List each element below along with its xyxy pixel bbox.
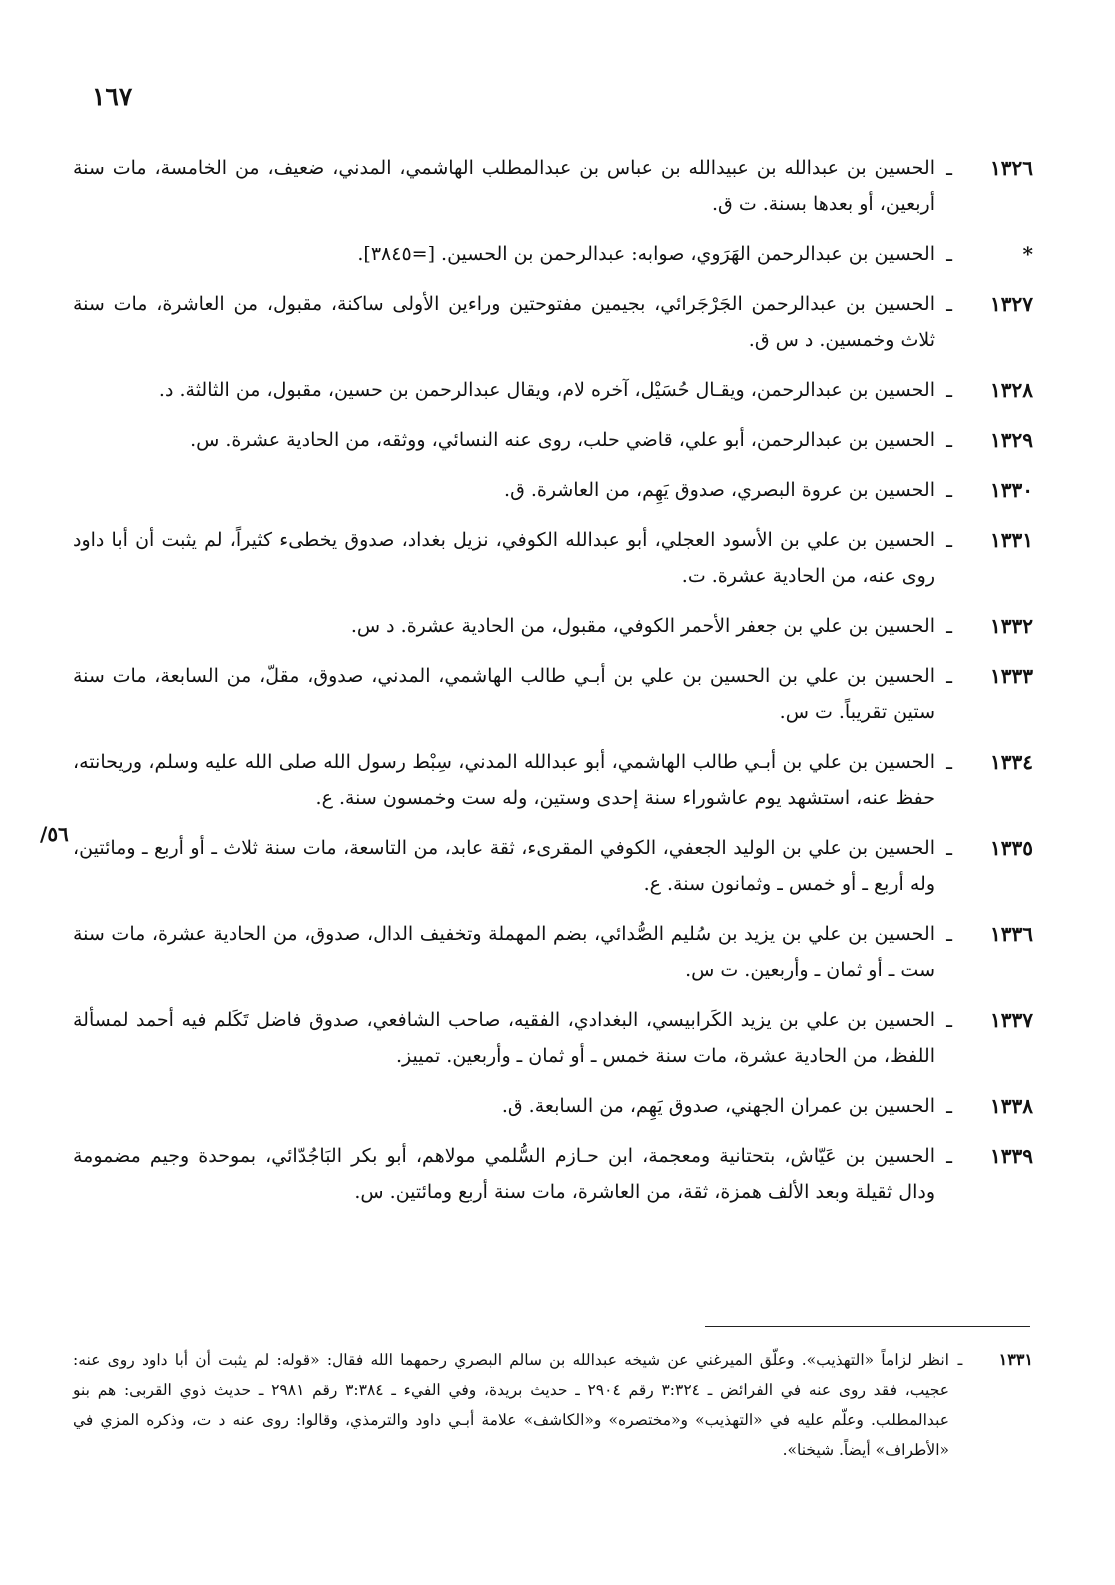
entry-dash: ـ — [946, 428, 952, 452]
entry-text: الحسين بن عروة البصري، صدوق يَهِم، من العاشرة. ق. — [504, 479, 935, 501]
entry-text: الحسين بن علي بن أبـي طالب الهاشمي، أبو عبدالله المدني، سِبْط رسول الله صلى الله عليه وسلم، وريحانته، حفظ عنه، استشهد يوم عاشوراء سنة إحدى وستين، وله ست وخمسون سنة. ع. — [73, 751, 935, 809]
entry-text: الحسين بن عَيّاش، بتحتانية ومعجمة، ابن حـازم السُّلمي مولاهم، أبو بكر البَاجُدّائي، بموحدة وجيم مضمومة ودال ثقيلة وبعد الألف همزة، ثقة، من العاشرة، مات سنة أربع ومائتين. س. — [73, 1145, 935, 1203]
entry-dash: ـ — [946, 664, 952, 688]
entry-text: الحسين بن علي بن الحسين بن علي بن أبـي طالب الهاشمي، المدني، صدوق، مقلّ، من السابعة، مات سنة ستين تقريباً. ت س. — [73, 665, 935, 723]
entry — [73, 472, 1033, 508]
footnote-dash: ـ — [957, 1350, 963, 1369]
entry-dash: ـ — [946, 1094, 952, 1118]
entry — [73, 916, 1033, 988]
entry-number: ١٣٣٧ — [990, 1008, 1033, 1032]
entry-dash: ـ — [946, 378, 952, 402]
entry — [73, 522, 1033, 594]
entry-text: الحسين بن عبدالرحمن الجَرْجَرائي، بجيمين مفتوحتين وراءين الأولى ساكنة، مقبول، من العاشرة، مات سنة ثلاث وخمسين. د س ق. — [73, 293, 935, 351]
entry-number: ١٣٢٨ — [990, 378, 1033, 402]
entry-text: الحسين بن علي بن الوليد الجعفي، الكوفي المقرىء، ثقة عابد، من التاسعة، مات سنة ثلاث ـ أو أربع ـ ومائتين، وله أربع ـ أو خمس ـ وثمانون سنة. ع. — [73, 837, 935, 895]
entry-text: الحسين بن عبدالرحمن، ويقـال حُسَيْل، آخره لام، ويقال عبدالرحمن بن حسين، مقبول، من الثالثة. د. — [158, 379, 935, 401]
entry-text: الحسين بن علي بن يزيد بن سُليم الصُّدائي، بضم المهملة وتخفيف الدال، صدوق، من الحادية عشرة، مات سنة ست ـ أو ثمان ـ وأربعين. ت س. — [73, 923, 935, 981]
entry-dash: ـ — [946, 750, 952, 774]
entry — [73, 150, 1033, 222]
entry-text: الحسين بن عبدالرحمن الهَرَوي، صوابه: عبدالرحمن بن الحسين. [=٣٨٤٥]. — [357, 243, 935, 265]
entry-dash: ـ — [946, 614, 952, 638]
entry-number: ١٣٢٦ — [990, 156, 1033, 180]
footnote — [73, 1345, 1033, 1465]
entry-marker: * — [1022, 242, 1033, 266]
entry-text: الحسين بن علي بن يزيد الكَرابيسي، البغدادي، الفقيه، صاحب الشافعي، صدوق فاضل تَكَلم فيه أحمد لمسألة اللفظ، من الحادية عشرة، مات سنة خمس ـ أو ثمان ـ وأربعين. تمييز. — [73, 1009, 935, 1067]
entry-dash: ـ — [946, 242, 952, 266]
entry-dash: ـ — [946, 1008, 952, 1032]
footnote-text: انظر لزاماً «التهذيب». وعلّق الميرغني عن شيخه عبدالله بن سالم البصري رحمهما الله فقال: «قوله: لم يثبت أن أبا داود روى عنه: عجيب، فقد روى عنه في الفرائض ـ ٣:٣٢٤ رقم ٢٩٠٤ ـ حديث بريدة، وفي الفيء ـ ٣:٣٨٤ رقم ٢٩٨١ ـ حديث ذوي القربى: هم بنو عبدالمطلب. وعلّم عليه في «التهذيب» و«مختصره» و«الكاشف» علامة أبـي داود والترمذي، وقالوا: روى عنه د ت، وذكره المزي في «الأطراف» أيضاً. شيخنا». — [73, 1351, 949, 1459]
entry-number: ١٣٣٩ — [990, 1144, 1033, 1168]
entry-dash: ـ — [946, 156, 952, 180]
entry — [73, 658, 1033, 730]
entry-number: ١٣٣٥ — [990, 836, 1033, 860]
entry — [73, 1002, 1033, 1074]
entry — [73, 372, 1033, 408]
entry — [73, 608, 1033, 644]
entry-text: الحسين بن عبدالله بن عبيدالله بن عباس بن عبدالمطلب الهاشمي، المدني، ضعيف، من الخامسة، مات سنة أربعين، أو بعدها بسنة. ت ق. — [73, 157, 935, 215]
entry-text: الحسين بن عبدالرحمن، أبو علي، قاضي حلب، روى عنه النسائي، ووثقه، من الحادية عشرة. س. — [190, 429, 935, 451]
entry-number: ١٣٣٦ — [990, 922, 1033, 946]
entry — [73, 744, 1033, 816]
entry-text: الحسين بن علي بن جعفر الأحمر الكوفي، مقبول، من الحادية عشرة. د س. — [350, 615, 935, 637]
footnote-number: ١٣٣١ — [998, 1350, 1033, 1369]
entry-dash: ـ — [946, 292, 952, 316]
margin-note: ٥٦/ — [40, 822, 69, 846]
entry-number: ١٣٢٩ — [990, 428, 1033, 452]
entry-dash: ـ — [946, 922, 952, 946]
entry-number: ١٣٣٨ — [990, 1094, 1033, 1118]
entry-number: ١٣٢٧ — [990, 292, 1033, 316]
entry-number: ١٣٣٣ — [990, 664, 1033, 688]
entry-number: ١٣٣٢ — [990, 614, 1033, 638]
entry-text: الحسين بن علي بن الأسود العجلي، أبو عبدالله الكوفي، نزيل بغداد، صدوق يخطىء كثيراً، لم يثبت أن أبا داود روى عنه، من الحادية عشرة. ت. — [73, 529, 935, 587]
entry — [73, 422, 1033, 458]
entry — [73, 286, 1033, 358]
footnote-separator — [705, 1326, 1030, 1327]
page-number: ١٦٧ — [92, 82, 133, 111]
entry-dash: ـ — [946, 478, 952, 502]
entry — [73, 1138, 1033, 1210]
entry-number: ١٣٣٠ — [990, 478, 1033, 502]
entry — [73, 236, 1033, 272]
entry-number: ١٣٣١ — [990, 528, 1033, 552]
entry-dash: ـ — [946, 1144, 952, 1168]
entries-list — [73, 150, 1033, 1224]
entry — [73, 1088, 1033, 1124]
entry-dash: ـ — [946, 836, 952, 860]
entry-text: الحسين بن عمران الجهني، صدوق يَهِم، من السابعة. ق. — [501, 1095, 935, 1117]
entry-number: ١٣٣٤ — [990, 750, 1033, 774]
entry — [73, 830, 1033, 902]
entry-dash: ـ — [946, 528, 952, 552]
